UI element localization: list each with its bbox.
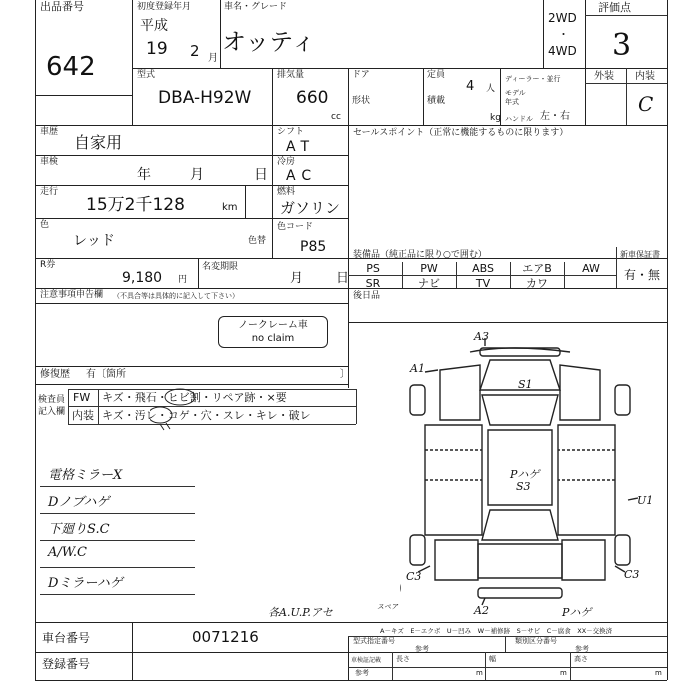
classification-label: 類別区分番号 [515,637,557,645]
fuel-label: 燃料 [277,187,296,197]
repair-value: 有〔箇所 [86,369,126,380]
sales-label: セールスポイント（正常に機能するものに限ります） [353,128,569,138]
bottom-split-1 [505,636,506,652]
bottom-line-b [348,667,667,668]
capacity-value: 4 [466,79,475,94]
registration-label: 登録番号 [42,657,91,671]
usage-value: 自家用 [74,133,123,152]
model-year-2: 年式 [505,98,519,106]
model-year-1: モデル [505,89,526,97]
diagram-label-s1: S1 [518,378,533,391]
mileage-label: 走行 [40,187,59,197]
ref2: 参考 [575,645,589,653]
circle-marks [150,387,210,432]
aircon-label: 冷房 [277,157,296,167]
shift-label: シフト [277,127,305,137]
ruled-line [40,513,195,514]
inspector-label-2: 記入欄 [38,407,66,417]
grade-line [585,15,667,16]
warranty-value: 有・無 [624,268,661,282]
equip-item: カワ [526,277,548,290]
row-line-4 [35,185,348,186]
m3: m [655,669,662,677]
ruled-line [40,594,195,595]
equip-item: ナビ [418,277,440,290]
shape-label: 形状 [352,96,371,106]
car-name: オッティ [222,28,316,56]
handwritten-note: 下廻りS.C [48,522,110,537]
capacity-unit: 人 [486,84,496,94]
handwritten-note: Dミラーハゲ [48,576,123,591]
no-claim-box [218,316,328,348]
diagram-label-rear: Pハゲ [562,606,592,619]
ruled-line [40,540,195,541]
col-drive [543,0,544,68]
inspector-row1: キズ・飛石・ヒビ割・リペア跡・×要 [102,391,287,404]
bottom-line-a [348,636,667,637]
bottom-split-3 [485,652,486,680]
col-chassis [132,622,133,680]
insp-head-split [98,389,99,424]
drive-dot: ・ [558,28,569,41]
recycle-label: R券 [40,260,56,270]
row-line-8 [35,303,348,304]
chassis-label: 車台番号 [42,631,91,645]
disp-unit: cc [331,112,341,122]
frame-left [35,0,36,680]
insp-top [68,389,356,390]
diagram-label-s3: S3 [516,480,531,493]
equip-item: PS [366,262,380,275]
inspector-row1-head: FW [73,391,91,404]
mileage-value: 15万2千128 [86,195,185,215]
equip-item: エアB [522,262,552,275]
reg-label: 初度登録年月 [137,2,192,12]
col-door [348,68,349,388]
shift-value: AT [286,139,316,155]
namechange-day: 日 [336,271,350,286]
row-line-1 [132,68,667,69]
equip-divider [402,262,403,288]
grade-value: 3 [612,28,632,63]
legend: A－キズ E－エクボ U－凹み W－補修跡 S－サビ C－腐食 XX－交換済 [380,627,613,635]
diagram-label-roof: Pハゲ [510,468,540,481]
row-line-12 [35,622,667,623]
color-label: 色 [40,220,50,230]
inspection-label: 車検 [40,157,59,167]
notes-sub: （不具合等は具体的に記入して下さい） [113,292,239,300]
lot-number: 642 [46,52,96,82]
no-claim-en: no claim [251,333,295,344]
inspection-month: 月 [190,167,204,183]
disp-label: 排気量 [277,70,305,80]
col-km [245,185,246,218]
recycle-unit: 円 [178,275,188,285]
diagram-label-tires: 各A.U.P.アセ [268,606,333,619]
ref3: 参考 [355,669,369,677]
row-line-7 [35,288,667,289]
diagram-label-c3-left: C3 [406,570,422,583]
insp-line [68,406,356,407]
handle-value: 左・右 [540,111,570,122]
reg-year: 19 [146,39,168,59]
insp-left [68,389,69,424]
row-line-lot [35,95,132,96]
col-lot [132,0,133,125]
handwritten-note: A/W.C [48,545,87,560]
ruled-line [40,486,195,487]
ref1: 参考 [415,645,429,653]
chassis-value: 0071216 [192,628,259,646]
drive-4wd: 4WD [548,44,577,58]
handle-label: ハンドル [505,115,533,123]
equip-item: AW [582,262,600,275]
equipment-label: 装備品（純正品に限り○で囲む） [353,250,487,260]
row-line-9 [348,322,667,323]
repair-close: 〕 [340,369,350,380]
row-line-2 [35,125,667,126]
equip-item: PW [420,262,438,275]
inspection-day: 日 [254,167,268,183]
col-bottom-mid [348,636,349,680]
load-label: 積載 [427,96,446,106]
model-value: DBA-H92W [158,88,252,108]
inspector-label-1: 検査員 [38,395,66,405]
car-label: 車名・グレード [224,2,288,12]
bottom-split-4 [570,652,571,680]
m2: m [560,669,567,677]
load-unit: kg [490,113,501,123]
aircon-value: AC [286,168,318,184]
repair-label: 修復歴 [40,369,70,380]
width-label: 幅 [489,655,496,663]
frame-right [667,0,668,680]
eq-row-line [348,275,616,276]
color-value: レッド [73,233,115,249]
row-line-5 [35,218,348,219]
bottom-split-2 [392,652,393,680]
reg-era: 平成 [140,18,168,34]
row-line-6 [35,258,667,259]
diagram-label-a3: A3 [474,330,489,343]
disp-value: 660 [296,88,329,108]
insp-line-2 [68,424,356,425]
inspection-year: 年 [137,167,151,183]
length-label: 長さ [396,655,410,663]
fuel-value: ガソリン [280,199,341,217]
warranty-label: 新車保証書 [620,250,660,259]
color-code-label: 色コード [277,222,314,232]
grade-int-value: C [638,92,654,116]
usage-label: 車歴 [40,127,59,137]
col-r [198,258,199,288]
recycle-value: 9,180 [122,270,163,286]
handwritten-note: 電格ミラーX [48,468,123,483]
no-claim-jp: ノークレーム車 [238,320,308,331]
namechange-month: 月 [290,271,304,286]
insp-right [356,389,357,424]
inspector-row2-head: 内装 [72,409,94,422]
notes-label: 注意事項申告欄 [40,290,104,300]
diagram-label-spare: スペア [377,603,398,611]
later-label: 後日品 [353,291,381,301]
color-code-value: P85 [300,239,327,255]
mileage-unit: km [222,202,238,213]
col-mid [272,125,273,258]
grade-int-label: 内装 [635,71,655,82]
equip-divider [456,262,457,288]
height-label: 高さ [574,655,588,663]
ruled-line [40,567,195,568]
cert-label: 車検証記載 [351,657,382,664]
row-line-13 [35,652,667,653]
grade-label: 評価点 [598,1,631,14]
diagram-label-u1: U1 [637,494,654,507]
m1: m [476,669,483,677]
dealer-label: ディーラー・並行 [505,75,561,83]
reg-month-unit: 月 [208,53,218,64]
grade-ext-label: 外装 [594,71,614,82]
diagram-label-a2: A2 [474,604,489,617]
equip-item: TV [475,277,491,290]
equip-divider [564,262,565,288]
row-line-10 [35,366,348,367]
doors-label: ドア [352,70,370,80]
inspector-row2: キズ・汚レ・コゲ・穴・スレ・キレ・破レ [102,409,311,422]
eq-split [616,247,617,288]
reg-month: 2 [190,42,200,60]
model-spec-label: 型式指定番号 [353,637,395,645]
handwritten-note: Dノブハゲ [48,495,110,510]
col-grade [585,0,586,125]
capacity-label: 定員 [427,70,446,80]
color-change-label: 色替 [248,236,267,246]
diagram-label-c3-right: C3 [624,568,640,581]
col-cap [423,68,424,125]
col-disp [272,68,273,125]
equip-item: ABS [472,262,494,275]
lot-label: 出品番号 [40,0,84,13]
equip-item: SR [365,277,381,290]
equip-divider [510,262,511,288]
row-line-11 [35,384,348,385]
diagram-label-a1: A1 [410,362,425,375]
col-reg [220,0,221,68]
drive-2wd: 2WD [548,11,577,25]
grade-split [626,68,627,125]
frame-bottom [35,680,667,681]
model-label: 型式 [137,70,156,80]
namechange-label: 名変期限 [202,262,239,272]
